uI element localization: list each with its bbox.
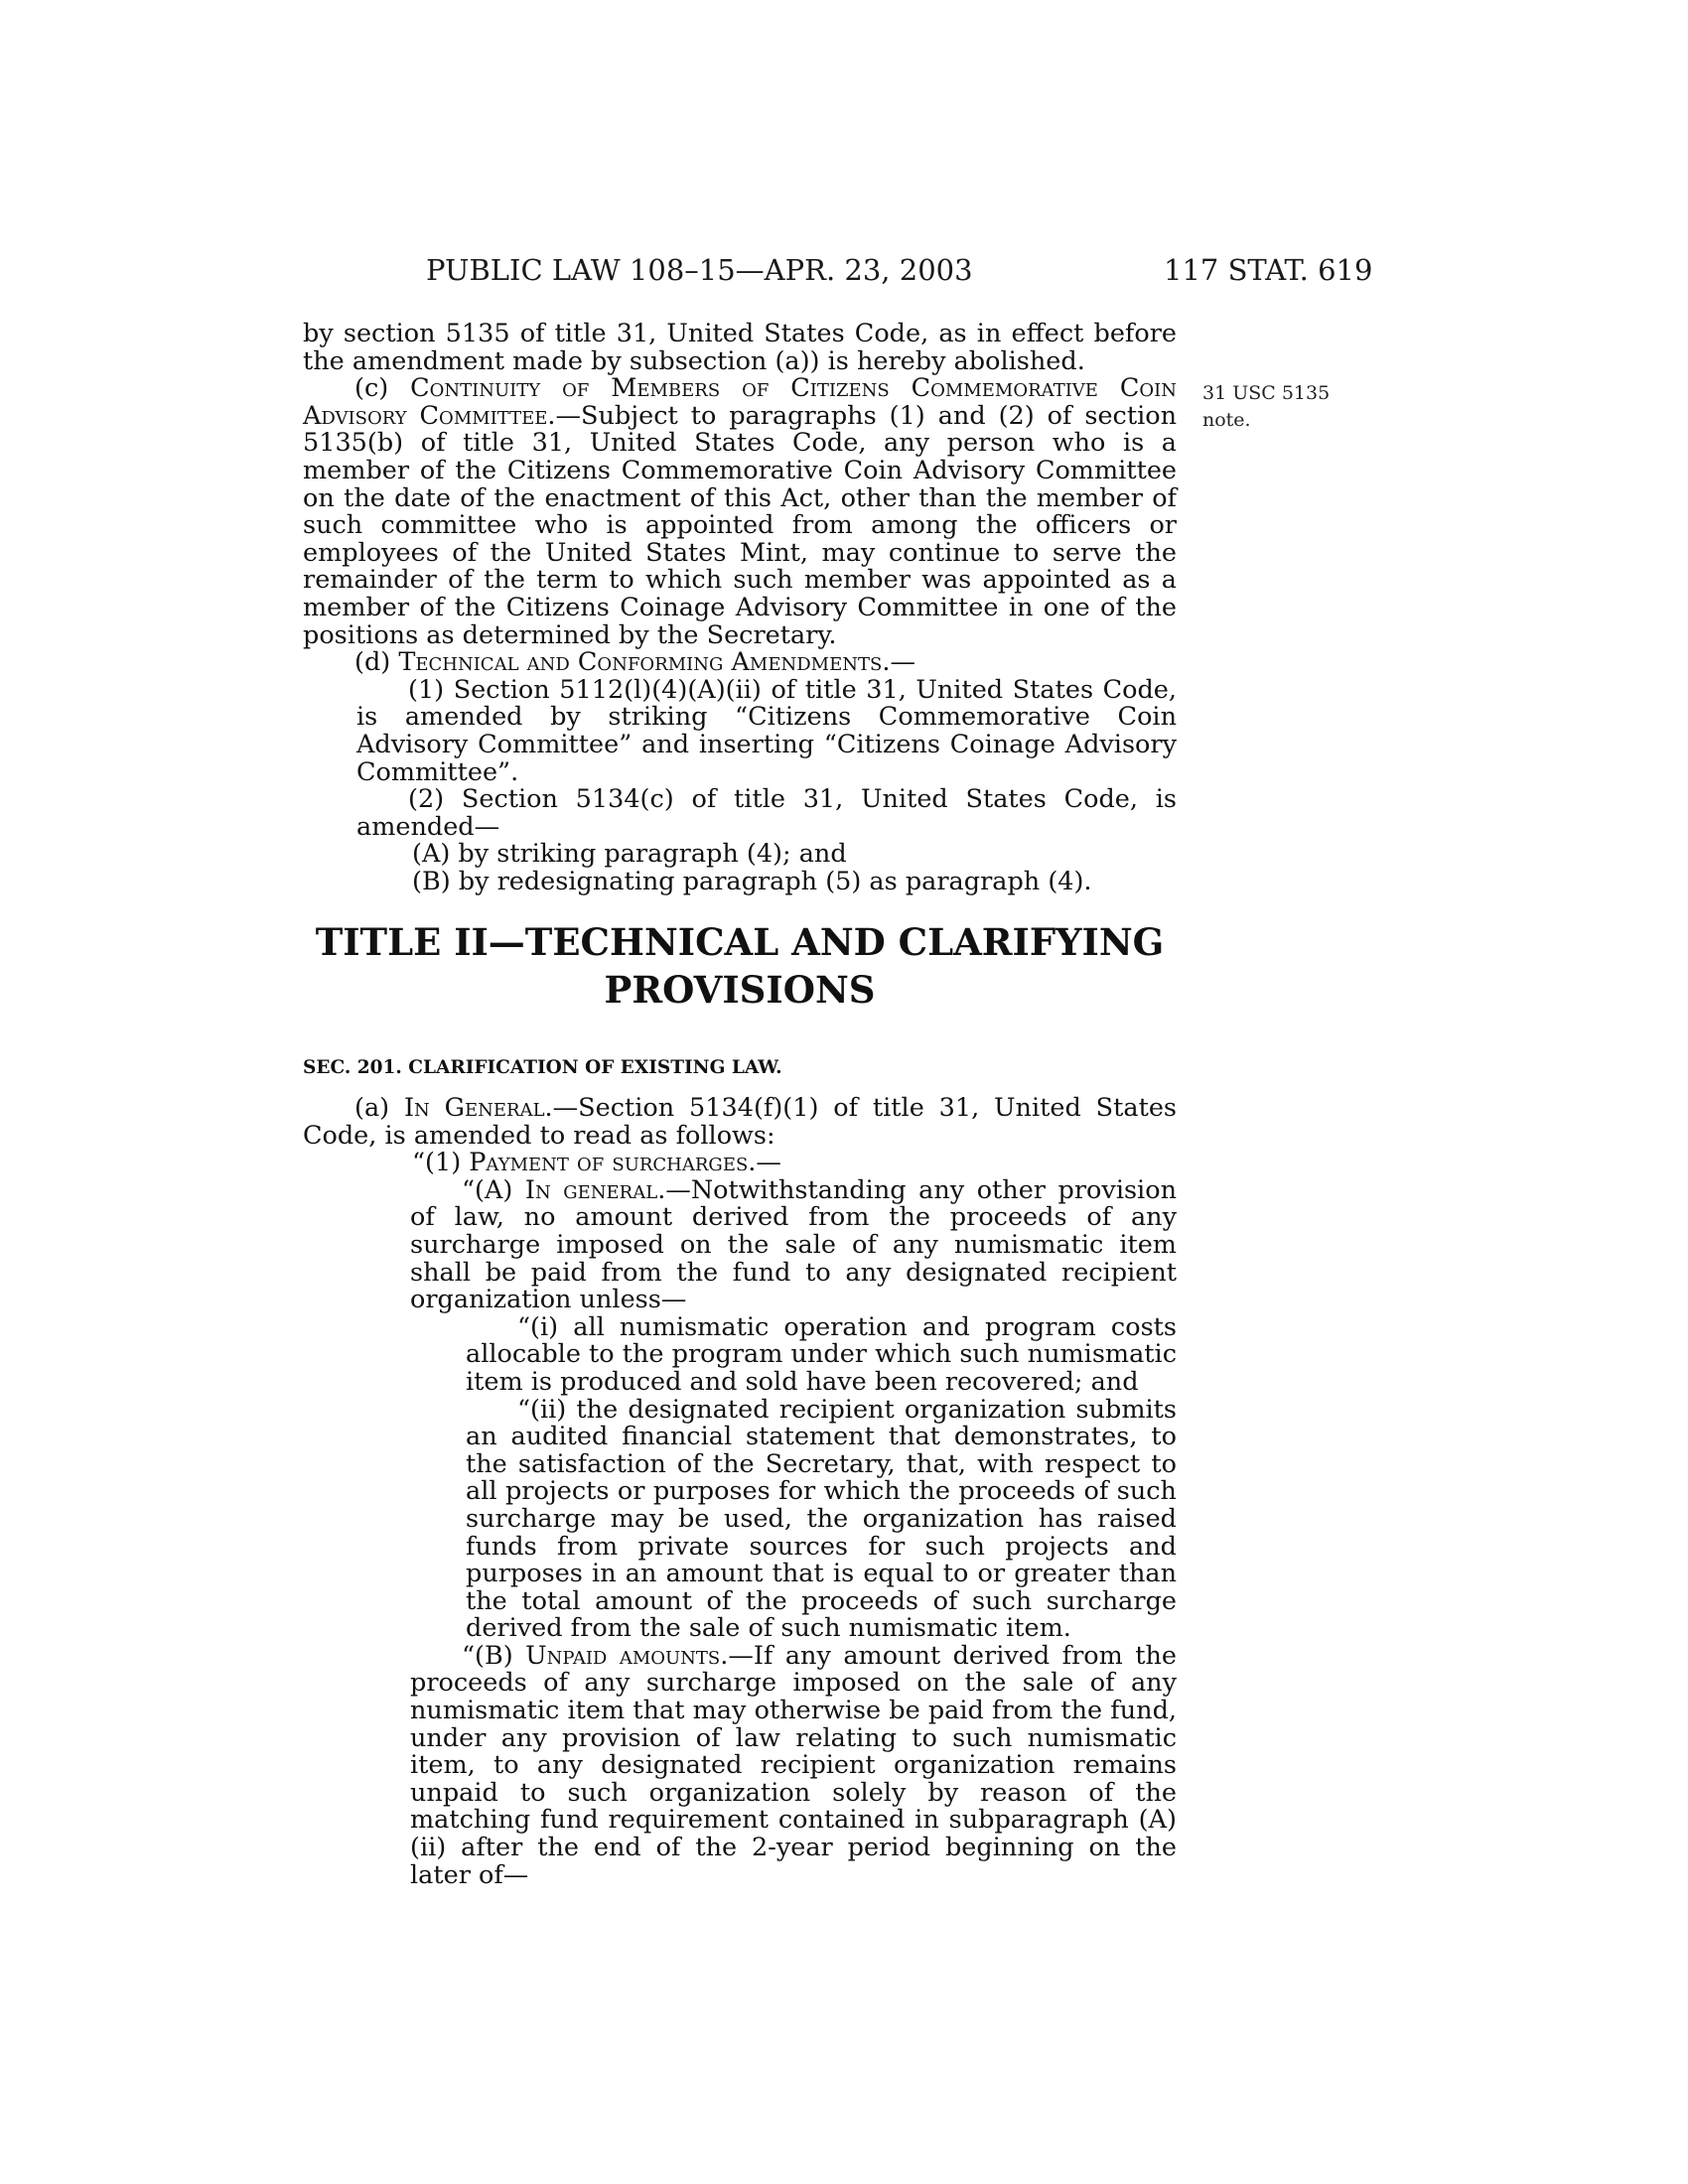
title-heading-line-2: PROVISIONS (604, 968, 876, 1012)
quoted-subparagraph-A-text: —Notwithstanding any other provision of law, no amount derived from the proceeds of any surcharge imposed on the sale of any numismatic item shall be paid from the fund to any designated recipient organization unless— (410, 1174, 1177, 1315)
title-heading (303, 918, 1177, 1014)
subsection-c-text: —Subject to paragraphs (1) and (2) of section 5135(b) of title 31, United States Code, any person who is a member of the Citizens Commemorative Coin Advisory Committee on the date of the enactment of this Act, other than the member of such committee who is appointed from among the officers or employees of the United States Mint, may continue to serve the remainder of the term to which such member was appointed as a member of the Citizens Coinage Advisory Committee in one of the positions as determined by the Secretary. (303, 400, 1177, 650)
body-text-lower (303, 1095, 1177, 1889)
subsection-d-dash: — (890, 647, 915, 678)
subsection-a-text: —Section 5134(f)(1) of title 31, United States Code, is amended to read as follows: (303, 1093, 1177, 1151)
quoted-subparagraph-B (410, 1640, 1177, 1890)
quoted-paragraph-1-dash: — (756, 1148, 781, 1178)
quoted-clause-ii: “(ii) the designated recipient organization submits an audited financial statement that demonstrates, to the satisfaction of the Secretary, that, with respect to all projects or purposes for which the proceeds of such surcharge may be used, the organization has raised funds from private sources for such projects and purposes in an amount that is equal to or greater than the total amount of the proceeds of such surcharge derived from the sale of such numismatic item. (466, 1394, 1177, 1644)
running-header-title: PUBLIC LAW 108–15—APR. 23, 2003 (426, 253, 973, 287)
subsection-c-heading: Continuity of Members of Citizens Commemorative Coin Advisory Committee. (303, 373, 1177, 431)
subsection-d-number: (d) (354, 647, 399, 678)
quoted-paragraph-1-title: Payment of surcharges. (469, 1148, 757, 1178)
quoted-subparagraph-A-number: “(A) (462, 1174, 525, 1205)
subsection-a (303, 1095, 1177, 1150)
subparagraph-d-2-A: (A) by striking paragraph (4); and (412, 839, 847, 870)
subsection-d-heading: Technical and Conforming Amendments. (398, 647, 891, 678)
subsection-a-number: (a) (354, 1093, 404, 1123)
quoted-subparagraph-A (410, 1174, 1177, 1315)
quoted-clause-i: “(i) all numismatic operation and program costs allocable to the program under which such numismatic item is produced and sold have been recovered; and (466, 1311, 1177, 1397)
running-header-stat-page: 117 STAT. 619 (1164, 253, 1373, 287)
paragraph-d-1: (1) Section 5112(l)(4)(A)(ii) of title 31, United States Code, is amended by striking “Citizens Commemorative Coin Advisory Committee” and inserting “Citizens Coinage Advisory Committee”. (356, 674, 1177, 787)
subsection-a-heading: In General. (403, 1093, 553, 1123)
quoted-subparagraph-B-number: “(B) (462, 1640, 526, 1671)
paragraph-d-2: (2) Section 5134(c) of title 31, United States Code, is amended— (356, 784, 1177, 842)
quoted-subparagraph-A-heading: In general. (524, 1174, 666, 1205)
title-heading-line-1: TITLE II—TECHNICAL AND CLARIFYING (315, 920, 1165, 964)
quoted-subparagraph-B-text: —If any amount derived from the proceeds of any surcharge imposed on the sale of any numismatic item that may otherwise be paid from the fund, under any provision of law relating to such numismatic item, to any designated recipient organization remains unpaid to such organization solely by reason of the matching fund requirement contained in subparagraph (A)(ii) after the end of the 2-year period beginning on the later of— (410, 1640, 1177, 1890)
subsection-c-number: (c) (354, 373, 411, 404)
margin-citation-note (1202, 380, 1330, 434)
margin-note-line-2: note. (1202, 409, 1251, 431)
quoted-subparagraph-B-heading: Unpaid amounts. (525, 1640, 729, 1671)
quoted-paragraph-1-number: “(1) (412, 1148, 470, 1178)
subparagraph-d-2-B: (B) by redesignating paragraph (5) as paragraph (4). (412, 866, 1092, 896)
subsection-c (303, 375, 1177, 649)
subsection-d-heading-line (303, 649, 1177, 677)
paragraph-b-continuation: by section 5135 of title 31, United States Code, as in effect before the amendment made by subsection (a)) is hereby abolished. (303, 319, 1177, 376)
margin-note-line-1: 31 USC 5135 (1202, 382, 1331, 404)
quoted-paragraph-1-heading (412, 1150, 1177, 1177)
body-text-upper (303, 321, 1177, 895)
section-heading: SEC. 201. CLARIFICATION OF EXISTING LAW. (303, 1057, 782, 1078)
